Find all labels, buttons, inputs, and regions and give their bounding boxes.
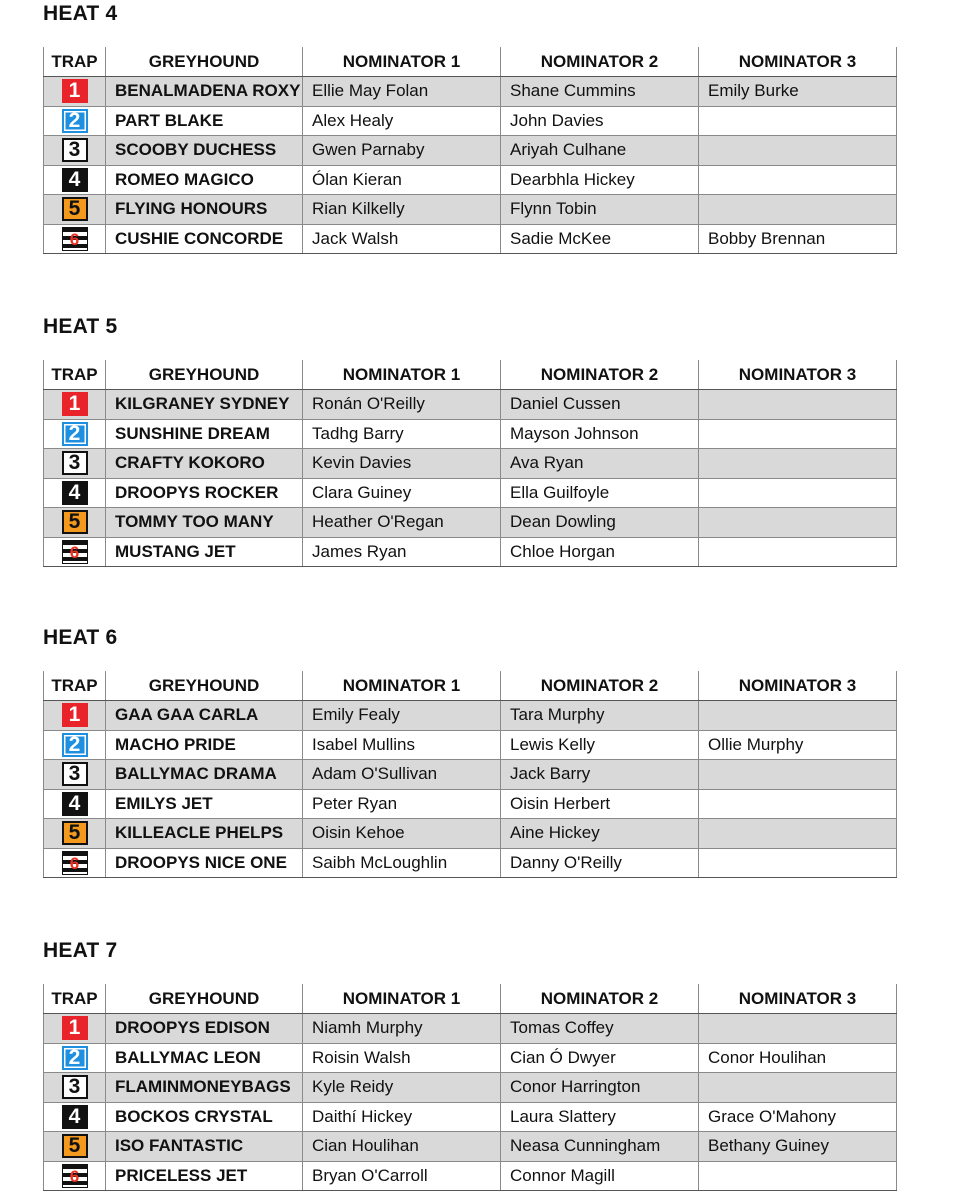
nominator-3-cell xyxy=(699,848,897,878)
nominator-1-header: NOMINATOR 1 xyxy=(303,984,501,1014)
nominator-1-cell: Ólan Kieran xyxy=(303,165,501,195)
nominator-1-cell: Kevin Davies xyxy=(303,449,501,479)
nominator-1-cell: Tadhg Barry xyxy=(303,419,501,449)
nominator-2-cell: Tara Murphy xyxy=(501,701,699,731)
trap-3-icon: 3 xyxy=(62,762,88,786)
trap-5-icon: 5 xyxy=(62,821,88,845)
nominator-3-cell: Bethany Guiney xyxy=(699,1132,897,1162)
trap-5-icon: 5 xyxy=(62,197,88,221)
heat-title: HEAT 4 xyxy=(43,2,118,25)
heat-title: HEAT 7 xyxy=(43,939,118,962)
table-row xyxy=(44,701,897,731)
nominator-1-cell: Jack Walsh xyxy=(303,224,501,254)
nominator-1-cell: Daithí Hickey xyxy=(303,1102,501,1132)
greyhound-cell: MUSTANG JET xyxy=(106,537,303,567)
table-row xyxy=(44,390,897,420)
trap-cell xyxy=(44,195,106,225)
trap-5-icon: 5 xyxy=(62,1134,88,1158)
table-row xyxy=(44,419,897,449)
greyhound-cell: DROOPYS EDISON xyxy=(106,1014,303,1044)
nominator-3-cell xyxy=(699,136,897,166)
heat-section xyxy=(43,313,896,562)
nominator-2-cell: Cian Ó Dwyer xyxy=(501,1043,699,1073)
table-row xyxy=(44,224,897,254)
greyhound-cell: KILGRANEY SYDNEY xyxy=(106,390,303,420)
nominator-3-cell xyxy=(699,1014,897,1044)
nominator-3-cell: Bobby Brennan xyxy=(699,224,897,254)
nominator-1-cell: Rian Kilkelly xyxy=(303,195,501,225)
nominator-1-header: NOMINATOR 1 xyxy=(303,360,501,390)
trap-cell xyxy=(44,789,106,819)
nominator-2-cell: Ella Guilfoyle xyxy=(501,478,699,508)
nominator-3-cell: Conor Houlihan xyxy=(699,1043,897,1073)
table-row xyxy=(44,1043,897,1073)
nominator-2-cell: Aine Hickey xyxy=(501,819,699,849)
heat-section xyxy=(43,0,896,249)
nominator-3-cell xyxy=(699,449,897,479)
trap-header: TRAP xyxy=(44,671,106,701)
nominator-3-cell xyxy=(699,106,897,136)
nominator-1-cell: Alex Healy xyxy=(303,106,501,136)
nominator-3-header: NOMINATOR 3 xyxy=(699,984,897,1014)
trap-3-icon: 3 xyxy=(62,138,88,162)
nominator-2-cell: Danny O'Reilly xyxy=(501,848,699,878)
nominator-1-cell: Oisin Kehoe xyxy=(303,819,501,849)
heat-table xyxy=(43,984,897,1191)
greyhound-cell: BENALMADENA ROXY xyxy=(106,77,303,107)
greyhound-header: GREYHOUND xyxy=(106,360,303,390)
trap-5-icon: 5 xyxy=(62,510,88,534)
heat-table xyxy=(43,360,897,567)
table-row xyxy=(44,1132,897,1162)
greyhound-cell: GAA GAA CARLA xyxy=(106,701,303,731)
trap-cell xyxy=(44,508,106,538)
greyhound-header: GREYHOUND xyxy=(106,671,303,701)
heat-title: HEAT 6 xyxy=(43,626,118,649)
header-row xyxy=(44,360,897,390)
nominator-1-cell: Kyle Reidy xyxy=(303,1073,501,1103)
nominator-2-cell: Shane Cummins xyxy=(501,77,699,107)
trap-cell xyxy=(44,165,106,195)
greyhound-cell: ISO FANTASTIC xyxy=(106,1132,303,1162)
nominator-2-cell: Jack Barry xyxy=(501,760,699,790)
trap-2-icon: 2 xyxy=(62,422,88,446)
nominator-1-cell: Niamh Murphy xyxy=(303,1014,501,1044)
trap-1-icon: 1 xyxy=(62,1016,88,1040)
greyhound-cell: ROMEO MAGICO xyxy=(106,165,303,195)
trap-cell xyxy=(44,390,106,420)
trap-6-icon: 6 xyxy=(62,540,88,564)
trap-cell xyxy=(44,419,106,449)
greyhound-cell: PART BLAKE xyxy=(106,106,303,136)
greyhound-cell: CRAFTY KOKORO xyxy=(106,449,303,479)
nominator-3-cell xyxy=(699,819,897,849)
nominator-3-cell xyxy=(699,165,897,195)
table-row xyxy=(44,106,897,136)
table-row xyxy=(44,760,897,790)
heat-title: HEAT 5 xyxy=(43,315,118,338)
table-row xyxy=(44,789,897,819)
trap-3-icon: 3 xyxy=(62,451,88,475)
nominator-2-header: NOMINATOR 2 xyxy=(501,360,699,390)
trap-1-icon: 1 xyxy=(62,79,88,103)
trap-cell xyxy=(44,106,106,136)
nominator-2-cell: Ava Ryan xyxy=(501,449,699,479)
nominator-3-cell xyxy=(699,419,897,449)
header-row xyxy=(44,47,897,77)
trap-cell xyxy=(44,701,106,731)
nominator-3-cell: Emily Burke xyxy=(699,77,897,107)
trap-cell xyxy=(44,1014,106,1044)
nominator-3-cell xyxy=(699,760,897,790)
greyhound-cell: SCOOBY DUCHESS xyxy=(106,136,303,166)
table-row xyxy=(44,478,897,508)
trap-cell xyxy=(44,1043,106,1073)
trap-4-icon: 4 xyxy=(62,481,88,505)
greyhound-cell: BOCKOS CRYSTAL xyxy=(106,1102,303,1132)
heat-section xyxy=(43,937,896,1186)
nominator-2-cell: Mayson Johnson xyxy=(501,419,699,449)
nominator-1-header: NOMINATOR 1 xyxy=(303,671,501,701)
nominator-2-cell: Connor Magill xyxy=(501,1161,699,1191)
nominator-3-cell xyxy=(699,195,897,225)
nominator-2-cell: Conor Harrington xyxy=(501,1073,699,1103)
trap-header: TRAP xyxy=(44,47,106,77)
header-row xyxy=(44,671,897,701)
nominator-2-cell: Oisin Herbert xyxy=(501,789,699,819)
nominator-3-cell xyxy=(699,390,897,420)
trap-2-icon: 2 xyxy=(62,1046,88,1070)
greyhound-cell: BALLYMAC LEON xyxy=(106,1043,303,1073)
trap-2-icon: 2 xyxy=(62,733,88,757)
nominator-1-cell: Emily Fealy xyxy=(303,701,501,731)
nominator-2-cell: Daniel Cussen xyxy=(501,390,699,420)
greyhound-cell: EMILYS JET xyxy=(106,789,303,819)
greyhound-cell: TOMMY TOO MANY xyxy=(106,508,303,538)
nominator-2-cell: Neasa Cunningham xyxy=(501,1132,699,1162)
greyhound-header: GREYHOUND xyxy=(106,47,303,77)
nominator-1-cell: Saibh McLoughlin xyxy=(303,848,501,878)
nominator-1-cell: Clara Guiney xyxy=(303,478,501,508)
greyhound-header: GREYHOUND xyxy=(106,984,303,1014)
trap-6-icon: 6 xyxy=(62,1164,88,1188)
nominator-3-header: NOMINATOR 3 xyxy=(699,671,897,701)
trap-1-icon: 1 xyxy=(62,392,88,416)
nominator-1-cell: Ronán O'Reilly xyxy=(303,390,501,420)
greyhound-cell: KILLEACLE PHELPS xyxy=(106,819,303,849)
trap-cell xyxy=(44,1073,106,1103)
nominator-3-cell: Ollie Murphy xyxy=(699,730,897,760)
trap-cell xyxy=(44,478,106,508)
trap-3-icon: 3 xyxy=(62,1075,88,1099)
table-row xyxy=(44,1014,897,1044)
nominator-3-cell xyxy=(699,508,897,538)
nominator-3-cell xyxy=(699,537,897,567)
nominator-2-cell: Ariyah Culhane xyxy=(501,136,699,166)
trap-4-icon: 4 xyxy=(62,168,88,192)
table-row xyxy=(44,848,897,878)
trap-header: TRAP xyxy=(44,360,106,390)
greyhound-cell: FLAMINMONEYBAGS xyxy=(106,1073,303,1103)
nominator-3-cell xyxy=(699,1161,897,1191)
table-row xyxy=(44,730,897,760)
header-row xyxy=(44,984,897,1014)
table-row xyxy=(44,508,897,538)
nominator-3-cell xyxy=(699,789,897,819)
trap-cell xyxy=(44,537,106,567)
nominator-2-cell: Lewis Kelly xyxy=(501,730,699,760)
table-row xyxy=(44,165,897,195)
nominator-2-cell: Flynn Tobin xyxy=(501,195,699,225)
nominator-3-cell xyxy=(699,701,897,731)
nominator-1-cell: Gwen Parnaby xyxy=(303,136,501,166)
trap-cell xyxy=(44,224,106,254)
trap-cell xyxy=(44,760,106,790)
nominator-1-cell: Isabel Mullins xyxy=(303,730,501,760)
trap-cell xyxy=(44,1102,106,1132)
nominator-1-cell: Roisin Walsh xyxy=(303,1043,501,1073)
trap-cell xyxy=(44,819,106,849)
nominator-2-header: NOMINATOR 2 xyxy=(501,47,699,77)
trap-6-icon: 6 xyxy=(62,851,88,875)
trap-cell xyxy=(44,77,106,107)
table-row xyxy=(44,537,897,567)
heat-section xyxy=(43,624,896,873)
trap-4-icon: 4 xyxy=(62,792,88,816)
nominator-2-cell: Dearbhla Hickey xyxy=(501,165,699,195)
greyhound-cell: DROOPYS NICE ONE xyxy=(106,848,303,878)
nominator-3-header: NOMINATOR 3 xyxy=(699,360,897,390)
nominator-2-cell: Sadie McKee xyxy=(501,224,699,254)
heat-table xyxy=(43,671,897,878)
table-row xyxy=(44,77,897,107)
greyhound-cell: DROOPYS ROCKER xyxy=(106,478,303,508)
greyhound-cell: CUSHIE CONCORDE xyxy=(106,224,303,254)
trap-cell xyxy=(44,1161,106,1191)
nominator-1-cell: Adam O'Sullivan xyxy=(303,760,501,790)
nominator-3-cell xyxy=(699,478,897,508)
greyhound-cell: BALLYMAC DRAMA xyxy=(106,760,303,790)
nominator-1-cell: Peter Ryan xyxy=(303,789,501,819)
trap-cell xyxy=(44,1132,106,1162)
trap-cell xyxy=(44,730,106,760)
trap-header: TRAP xyxy=(44,984,106,1014)
trap-2-icon: 2 xyxy=(62,109,88,133)
table-row xyxy=(44,1073,897,1103)
heat-table xyxy=(43,47,897,254)
greyhound-cell: PRICELESS JET xyxy=(106,1161,303,1191)
nominator-2-cell: Laura Slattery xyxy=(501,1102,699,1132)
nominator-1-cell: Cian Houlihan xyxy=(303,1132,501,1162)
nominator-3-cell: Grace O'Mahony xyxy=(699,1102,897,1132)
trap-4-icon: 4 xyxy=(62,1105,88,1129)
trap-6-icon: 6 xyxy=(62,227,88,251)
nominator-1-cell: Ellie May Folan xyxy=(303,77,501,107)
nominator-1-cell: Bryan O'Carroll xyxy=(303,1161,501,1191)
nominator-2-cell: Tomas Coffey xyxy=(501,1014,699,1044)
trap-1-icon: 1 xyxy=(62,703,88,727)
greyhound-cell: SUNSHINE DREAM xyxy=(106,419,303,449)
nominator-2-cell: Dean Dowling xyxy=(501,508,699,538)
nominator-2-header: NOMINATOR 2 xyxy=(501,671,699,701)
table-row xyxy=(44,449,897,479)
table-row xyxy=(44,136,897,166)
nominator-3-cell xyxy=(699,1073,897,1103)
trap-cell xyxy=(44,848,106,878)
table-row xyxy=(44,1102,897,1132)
trap-cell xyxy=(44,449,106,479)
trap-cell xyxy=(44,136,106,166)
nominator-3-header: NOMINATOR 3 xyxy=(699,47,897,77)
nominator-2-cell: Chloe Horgan xyxy=(501,537,699,567)
nominator-1-cell: Heather O'Regan xyxy=(303,508,501,538)
nominator-2-header: NOMINATOR 2 xyxy=(501,984,699,1014)
greyhound-cell: MACHO PRIDE xyxy=(106,730,303,760)
table-row xyxy=(44,195,897,225)
nominator-1-header: NOMINATOR 1 xyxy=(303,47,501,77)
nominator-2-cell: John Davies xyxy=(501,106,699,136)
nominator-1-cell: James Ryan xyxy=(303,537,501,567)
table-row xyxy=(44,1161,897,1191)
greyhound-cell: FLYING HONOURS xyxy=(106,195,303,225)
table-row xyxy=(44,819,897,849)
